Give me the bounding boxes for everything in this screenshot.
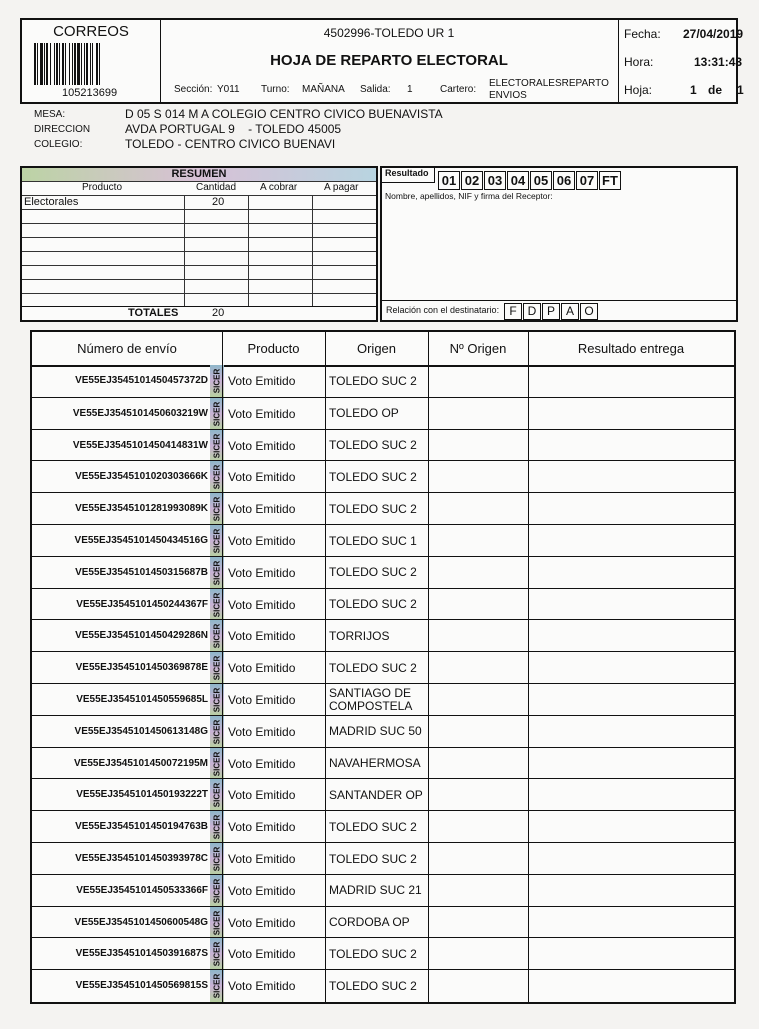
- relacion-code-O: O: [580, 303, 598, 320]
- hoja-de: de: [708, 83, 723, 97]
- producto-cell: Voto Emitido: [228, 597, 296, 612]
- relacion-label: Relación con el destinatario:: [386, 305, 500, 315]
- producto-cell: Voto Emitido: [228, 756, 296, 771]
- hoja-label: Hoja:: [624, 83, 653, 97]
- sicer-label: SICER: [212, 783, 222, 808]
- origen-text: SANTANDER OP: [329, 787, 423, 802]
- origen-text: TOLEDO SUC 2: [329, 501, 417, 516]
- barcode: [34, 43, 148, 85]
- envio-number: VE55EJ3545101450369878E: [75, 662, 208, 674]
- origen-text: TOLEDO SUC 2: [329, 597, 417, 612]
- origen-cell: [329, 779, 429, 811]
- table-row: [32, 651, 734, 684]
- envio-number: VE55EJ3545101450072195M: [73, 757, 208, 769]
- origen-cell: [329, 557, 429, 589]
- producto-cell: Voto Emitido: [228, 947, 296, 962]
- origen-cell: [329, 811, 429, 843]
- table-row: [32, 747, 734, 780]
- origen-text: MADRID SUC 21: [329, 883, 422, 898]
- table-row: [32, 619, 734, 652]
- table-row: [32, 556, 734, 589]
- sicer-label: SICER: [212, 973, 222, 999]
- col-origen: Origen: [356, 341, 397, 356]
- salida-value: 1: [407, 84, 413, 95]
- resultado-box: [380, 166, 738, 322]
- sicer-label: SICER: [212, 687, 222, 713]
- cartero-value-2: ENVIOS: [489, 90, 527, 101]
- producto-cell: Voto Emitido: [228, 661, 296, 676]
- resumen-totales-label: TOTALES: [128, 307, 179, 319]
- sicer-label: SICER: [212, 624, 222, 649]
- envio-number: VE55EJ3545101450244367F: [76, 598, 208, 610]
- envio-number: VE55EJ3545101450559685L: [76, 694, 208, 705]
- origen-cell: [329, 970, 429, 1002]
- resumen-box: [20, 166, 378, 322]
- seccion-label: Sección:: [174, 84, 213, 95]
- envio-number: VE55EJ3545101450569815S: [75, 980, 208, 992]
- relacion-code-D: D: [523, 303, 541, 320]
- table-row: [32, 842, 734, 875]
- producto-cell: Voto Emitido: [228, 883, 296, 898]
- table-row: [32, 588, 734, 621]
- origen-text: TOLEDO SUC 2: [329, 946, 417, 961]
- origen-text: TOLEDO OP: [329, 406, 399, 421]
- resultado-code-02: 02: [461, 171, 483, 190]
- table-row: [32, 969, 734, 1002]
- origen-cell: [329, 461, 429, 493]
- resultado-code-01: 01: [438, 171, 460, 190]
- producto-cell: Voto Emitido: [228, 915, 296, 930]
- hora-value: 13:31:43: [694, 55, 743, 69]
- sicer-label: SICER: [212, 751, 222, 776]
- producto-cell: Voto Emitido: [228, 629, 296, 644]
- resumen-col-producto: Producto: [82, 182, 123, 193]
- sicer-label: SICER: [212, 846, 222, 872]
- origen-cell: [329, 875, 429, 907]
- sicer-label: SICER: [212, 592, 222, 617]
- fecha-label: Fecha:: [624, 27, 661, 41]
- envio-number: VE55EJ3545101450193222T: [76, 789, 208, 801]
- sicer-label: SICER: [212, 528, 222, 554]
- origen-cell: [329, 398, 429, 430]
- resumen-col-cantidad: Cantidad: [196, 182, 237, 193]
- origen-cell: [329, 620, 429, 652]
- envios-table: [30, 330, 736, 1004]
- producto-cell: Voto Emitido: [228, 502, 296, 517]
- table-header: [32, 332, 734, 367]
- table-row: [32, 874, 734, 907]
- cartero-label: Cartero:: [440, 84, 477, 95]
- producto-cell: Voto Emitido: [228, 693, 296, 707]
- origen-text: TOLEDO SUC 1: [329, 533, 417, 548]
- resumen-totales-value: 20: [212, 307, 225, 319]
- envio-number: VE55EJ3545101450533366F: [76, 884, 208, 896]
- sicer-label: SICER: [212, 368, 222, 394]
- origen-cell: [329, 525, 429, 557]
- fecha-value: 27/04/2019: [683, 27, 744, 41]
- origen-text: NAVAHERMOSA: [329, 756, 421, 771]
- producto-cell: Voto Emitido: [228, 406, 296, 421]
- resumen-row-cantidad: 20: [212, 196, 225, 208]
- origen-cell: [329, 907, 429, 939]
- seccion-value: Y011: [217, 84, 240, 95]
- resumen-title: RESUMEN: [171, 168, 227, 180]
- origen-cell: [329, 365, 429, 397]
- sicer-label: SICER: [212, 942, 222, 967]
- mesa-value: D 05 S 014 M A COLEGIO CENTRO CIVICO BUENAVISTA: [125, 107, 443, 121]
- hoja-total: 1: [737, 83, 744, 97]
- origen-text: TOLEDO SUC 2: [329, 819, 417, 834]
- resultado-code-FT: FT: [599, 171, 621, 190]
- producto-cell: Voto Emitido: [228, 438, 296, 453]
- salida-label: Salida:: [360, 84, 391, 95]
- table-row: [32, 906, 734, 939]
- envio-number: VE55EJ3545101450613148G: [74, 725, 208, 737]
- envio-number: VE55EJ3545101450457372D: [75, 375, 208, 386]
- sicer-label: SICER: [212, 401, 222, 427]
- producto-cell: Voto Emitido: [228, 852, 296, 866]
- origen-text: TOLEDO SUC 2: [329, 565, 417, 580]
- table-row: [32, 460, 734, 493]
- relacion-code-P: P: [542, 303, 560, 320]
- origen-cell: [329, 430, 429, 462]
- envio-number: VE55EJ3545101450414831W: [72, 439, 208, 451]
- envio-number: VE55EJ3545101450194763B: [75, 821, 208, 833]
- relacion-code-A: A: [561, 303, 579, 320]
- page-title: HOJA DE REPARTO ELECTORAL: [270, 52, 508, 69]
- direccion-label: DIRECCION: [34, 124, 91, 135]
- turno-label: Turno:: [261, 84, 290, 95]
- origen-text: TOLEDO SUC 2: [329, 851, 417, 866]
- origen-cell: [329, 716, 429, 748]
- sicer-label: SICER: [212, 560, 222, 586]
- relacion-code-F: F: [504, 303, 522, 320]
- envio-number: VE55EJ3545101281993089K: [75, 503, 208, 515]
- table-row: [32, 683, 734, 716]
- resultado-code-06: 06: [553, 171, 575, 190]
- col-resultado: Resultado entrega: [577, 341, 685, 356]
- producto-cell: Voto Emitido: [228, 470, 296, 485]
- origen-cell: [329, 589, 429, 621]
- sicer-label: SICER: [212, 719, 222, 745]
- hoja-value: 1: [690, 83, 697, 97]
- resumen-row-producto: Electorales: [24, 196, 79, 208]
- sicer-label: SICER: [212, 465, 222, 490]
- origen-text: TOLEDO SUC 2: [329, 660, 417, 675]
- col-norigen: Nº Origen: [449, 341, 507, 356]
- resultado-code-07: 07: [576, 171, 598, 190]
- sicer-label: SICER: [212, 814, 222, 840]
- colegio-value: TOLEDO - CENTRO CIVICO BUENAVI: [125, 137, 336, 151]
- table-row: [32, 715, 734, 748]
- origen-text: CORDOBA OP: [329, 915, 410, 930]
- table-row: [32, 397, 734, 430]
- origen-text: SANTIAGO DE COMPOSTELA: [329, 686, 413, 713]
- origen-text: TOLEDO SUC 2: [329, 469, 417, 484]
- producto-cell: Voto Emitido: [228, 534, 296, 548]
- direccion-value: AVDA PORTUGAL 9 - TOLEDO 45005: [125, 122, 342, 136]
- sicer-label: SICER: [212, 433, 222, 458]
- barcode-number: 105213699: [62, 87, 118, 99]
- resultado-code-05: 05: [530, 171, 552, 190]
- table-row: [32, 492, 734, 525]
- sicer-label: SICER: [212, 878, 222, 904]
- origen-cell: [329, 684, 429, 716]
- envio-number: VE55EJ3545101450315687B: [75, 566, 208, 578]
- mesa-label: MESA:: [34, 109, 66, 120]
- producto-cell: Voto Emitido: [228, 979, 296, 994]
- producto-cell: Voto Emitido: [228, 565, 296, 580]
- origen-cell: [329, 748, 429, 780]
- origen-cell: [329, 652, 429, 684]
- producto-cell: Voto Emitido: [228, 820, 296, 835]
- resultado-label: Resultado: [385, 168, 429, 178]
- producto-cell: Voto Emitido: [228, 374, 296, 388]
- resultado-code-03: 03: [484, 171, 506, 190]
- sicer-label: SICER: [212, 655, 222, 681]
- envio-number: VE55EJ3545101450391687S: [75, 948, 208, 960]
- origen-text: TORRIJOS: [329, 628, 390, 643]
- origen-cell: [329, 493, 429, 525]
- turno-value: MAÑANA: [302, 84, 345, 95]
- producto-cell: Voto Emitido: [228, 788, 296, 803]
- envio-number: VE55EJ3545101450603219W: [72, 407, 208, 419]
- colegio-label: COLEGIO:: [34, 139, 83, 150]
- envio-number: VE55EJ3545101450434516G: [74, 535, 208, 546]
- table-row: [32, 937, 734, 970]
- table-row: [32, 778, 734, 811]
- sicer-label: SICER: [212, 496, 222, 522]
- cartero-value-1: ELECTORALESREPARTO: [489, 78, 609, 89]
- envio-number: VE55EJ3545101450393978C: [75, 853, 208, 864]
- table-row: [32, 810, 734, 843]
- resumen-col-pagar: A pagar: [324, 182, 359, 193]
- table-row: [32, 524, 734, 557]
- header-box: [20, 18, 744, 104]
- sicer-label: SICER: [212, 910, 222, 935]
- brand-name: CORREOS: [53, 23, 129, 40]
- origen-text: TOLEDO SUC 2: [329, 438, 417, 453]
- envio-number: VE55EJ3545101450600548G: [74, 916, 208, 928]
- resumen-col-cobrar: A cobrar: [260, 182, 298, 193]
- producto-cell: Voto Emitido: [228, 724, 296, 739]
- origen-cell: [329, 938, 429, 970]
- col-producto: Producto: [247, 341, 300, 356]
- receptor-label: Nombre, apellidos, NIF y firma del Receptor:: [385, 191, 553, 201]
- envio-number: VE55EJ3545101450429286N: [75, 630, 208, 642]
- origen-cell: [329, 843, 429, 875]
- origen-text: MADRID SUC 50: [329, 724, 422, 739]
- origen-text: TOLEDO SUC 2: [329, 373, 417, 388]
- table-row: [32, 365, 734, 397]
- envio-number: VE55EJ3545101020303666K: [75, 471, 208, 483]
- table-row: [32, 429, 734, 462]
- col-envio: Número de envío: [77, 341, 177, 356]
- office-name: 4502996-TOLEDO UR 1: [323, 26, 455, 40]
- hora-label: Hora:: [624, 55, 654, 69]
- origen-text: TOLEDO SUC 2: [329, 978, 417, 993]
- resultado-code-04: 04: [507, 171, 529, 190]
